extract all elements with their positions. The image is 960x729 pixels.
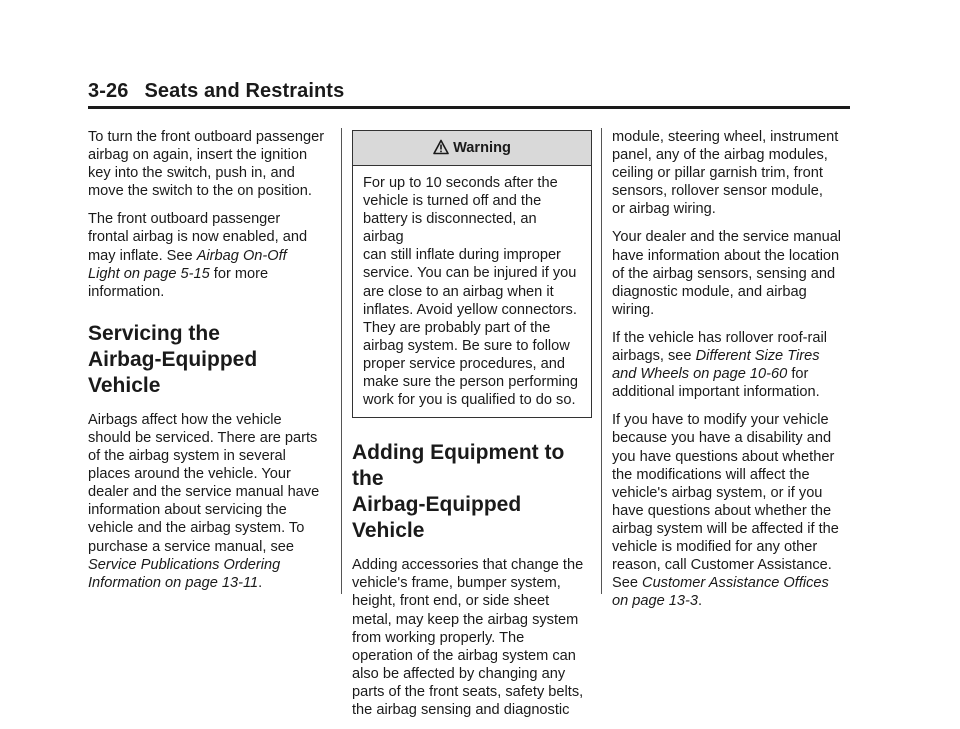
section-title: Seats and Restraints: [144, 80, 345, 102]
paragraph: module, steering wheel, instrument panel, any of the airbag modules, ceiling or pillar garnish trim, front sensors, rollover sensor module, or airbag wiring.: [612, 129, 839, 218]
section-heading: Servicing the Airbag-Equipped Vehicle: [88, 321, 258, 397]
warning-box: [352, 130, 592, 418]
warning-text: For up to 10 seconds after the vehicle is turned off and the battery is disconnected, an airbag can still inflate during improper service. You can be injured if you are close to an airbag when it inflates. Avoid yellow connectors. They are probably part of the airbag system. Be sure to follow proper service procedures, and make sure the person performing work for you is qualified to do so.: [363, 175, 578, 409]
paragraph: [612, 329, 856, 401]
paragraph: [612, 411, 856, 610]
paragraph-text: .: [258, 574, 263, 591]
page-header: [88, 80, 344, 103]
cross-reference-link[interactable]: Service Publications Ordering Information on page 13-11: [88, 556, 281, 591]
warning-header: [353, 131, 591, 166]
paragraph: Your dealer and the service manual have information about the location of the airbag sensors, sensing and diagnostic module, and airbag wiring.: [612, 229, 842, 318]
warning-triangle-icon: [433, 139, 449, 155]
paragraph-text: If you have to modify your vehicle because you have a disability and you have questions about whether the modifications will affect the vehicle's airbag system, or if you have questions about whether the airbag system will be affected if the vehicle is modified for any other reason, call Customer Assistance. See: [612, 412, 839, 592]
column-divider: [601, 128, 602, 594]
paragraph-text: The front outboard passenger frontal airbag is now enabled, and may inflate. See: [88, 211, 308, 264]
paragraph-text: for additional important information.: [612, 366, 820, 401]
cross-reference-link[interactable]: Customer Assistance Offices on page 13-3: [612, 575, 829, 610]
paragraph-text: for more information.: [88, 265, 269, 300]
paragraph: [88, 210, 332, 300]
paragraph: To turn the front outboard passenger airbag on again, insert the ignition key into the switch, push in, and move the switch to the on position.: [88, 129, 325, 200]
column-divider: [341, 128, 342, 594]
column-right: [612, 128, 856, 620]
column-middle: [352, 128, 592, 729]
paragraph-text: Airbags affect how the vehicle should be serviced. There are parts of the airbag system in several places around the vehicle. Your dealer and the service manual have information about servicing the vehicle and the airbag system. To purchase a service manual, see: [88, 411, 320, 555]
cross-reference-link[interactable]: Airbag On-Off Light on page 5-15: [88, 247, 287, 282]
paragraph-text: If the vehicle has rollover roof-rail airbags, see: [612, 329, 827, 365]
warning-title: Warning: [453, 140, 511, 156]
paragraph-text: .: [698, 593, 703, 610]
column-left: [88, 128, 332, 602]
section-heading: Adding Equipment to the Airbag-Equipped Vehicle: [352, 441, 565, 543]
paragraph: [88, 411, 332, 592]
page-number: 3-26: [88, 80, 129, 102]
header-rule: [88, 106, 850, 109]
paragraph: Adding accessories that change the vehicle's frame, bumper system, height, front end, or side sheet metal, may keep the airbag system from working properly. The operation of the airbag system can also be affected by changing any parts of the front seats, safety belts, the airbag sensing and diagnostic: [352, 557, 584, 718]
cross-reference-link[interactable]: Different Size Tires and Wheels on page 10-60: [612, 348, 820, 383]
